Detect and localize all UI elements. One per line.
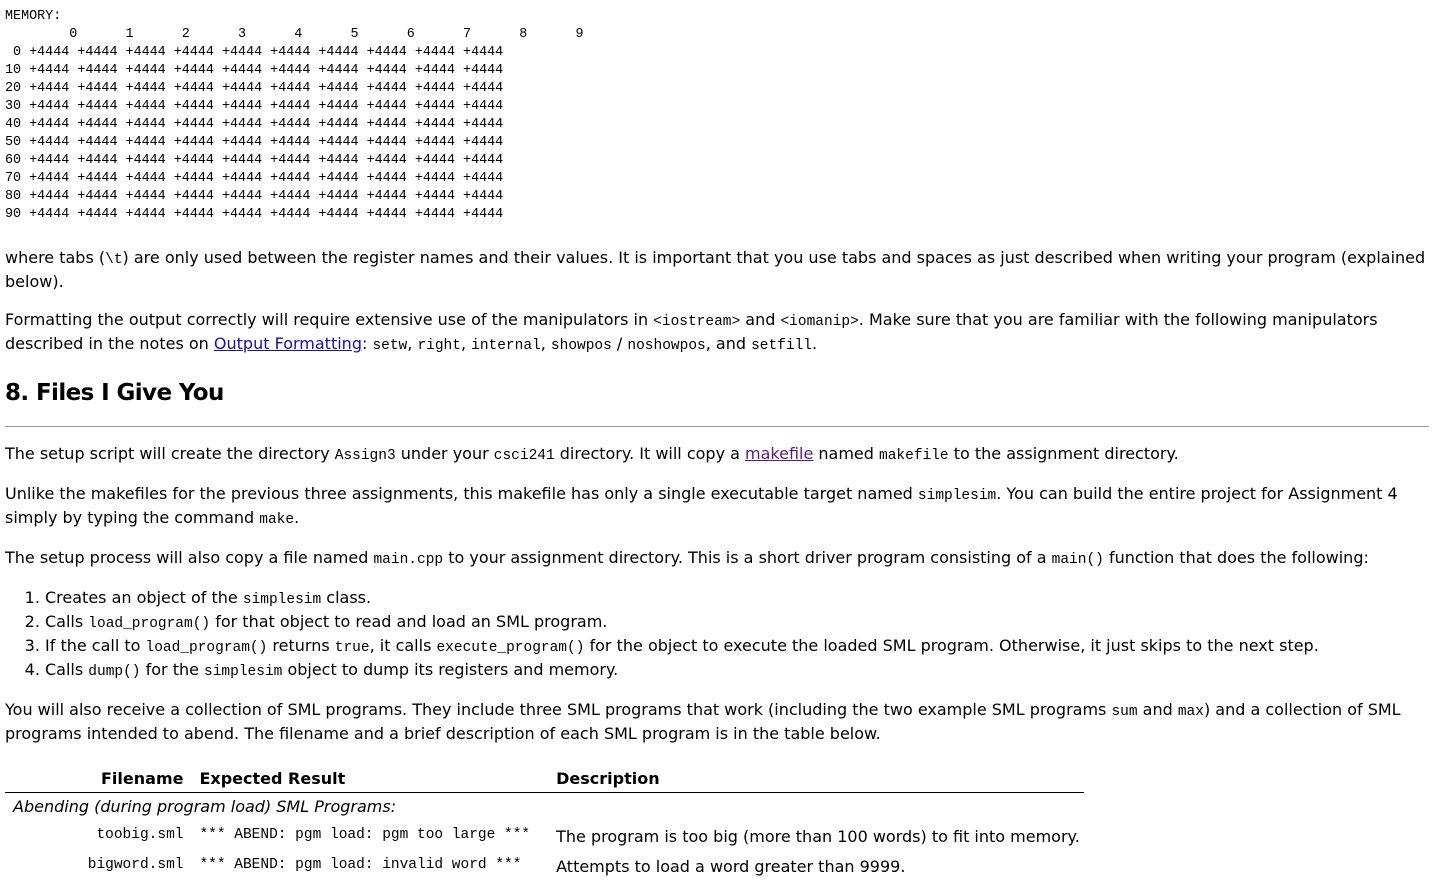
paragraph-main-cpp: The setup process will also copy a file named main.cpp to your assignment directory. This is a short driver program consisting of a main() function that does the following: xyxy=(5,548,1369,568)
list-item: 4. Calls dump() for the simplesim object to dump its registers and memory. xyxy=(45,659,1429,683)
row-description: The program is too big (more than 100 words) to fit into memory. xyxy=(556,827,1080,846)
table-row xyxy=(5,823,1084,853)
header-expected-result: Expected Result xyxy=(195,765,552,793)
output-formatting-link[interactable]: Output Formatting xyxy=(213,334,362,353)
make-code: make xyxy=(259,512,295,528)
row-description: Attempts to load a word greater than 9999. xyxy=(556,857,906,876)
list-item: 2. Calls load_program() for that object to read and load an SML program. xyxy=(45,611,1429,635)
sum-code: sum xyxy=(1111,704,1138,720)
row-filename: bigword.sml xyxy=(87,857,184,873)
row-filename: toobig.sml xyxy=(96,827,184,843)
header-filename: Filename xyxy=(5,765,195,793)
makefile-code: makefile xyxy=(879,448,949,464)
paragraph-makefile: Unlike the makefiles for the previous three assignments, this makefile has only a single executable target named simplesim. You can build the entire project for Assignment 4 simply by typing the command make. xyxy=(5,484,1398,528)
iomanip-code: <iomanip> xyxy=(780,314,859,330)
list-item: 1. Creates an object of the simplesim class. xyxy=(45,587,1429,611)
paragraph-formatting: Formatting the output correctly will require extensive use of the manipulators in <iostream> and <iomanip>. Make sure that you are familiar with the following manipulators described in the notes on Output Formatting: setw, right, internal, showpos / noshowpos, and setfill. xyxy=(5,310,1378,354)
abend-load-caption: Abending (during program load) SML Programs: xyxy=(13,797,397,816)
section-divider xyxy=(5,426,1429,427)
header-description: Description xyxy=(552,765,1084,793)
paragraph-tabs: where tabs (\t) are only used between the register names and their values. It is important that you use tabs and spaces as just described when writing your program (explained below). xyxy=(5,248,1426,291)
document-page xyxy=(5,8,1429,883)
table-caption-row xyxy=(5,793,1084,824)
list-item: 3. If the call to load_program() returns true, it calls execute_program() for the object to execute the loaded SML program. Otherwise, it just skips to the next step. xyxy=(45,635,1429,659)
simplesim-code: simplesim xyxy=(917,488,997,504)
row-expected: *** ABEND: pgm load: pgm too large *** xyxy=(199,827,531,843)
assign3-code: Assign3 xyxy=(334,448,396,464)
max-code: max xyxy=(1177,704,1204,720)
table-row xyxy=(5,853,1084,883)
row-expected: *** ABEND: pgm load: invalid word *** xyxy=(199,857,522,873)
table-header-row xyxy=(5,765,1084,793)
tab-escape-code: \t xyxy=(105,252,123,268)
iostream-code: <iostream> xyxy=(653,314,741,330)
manipulator-internal: internal xyxy=(471,338,541,354)
sml-programs-table xyxy=(5,765,1084,883)
makefile-link[interactable]: makefile xyxy=(745,444,814,463)
memory-dump-output: MEMORY: 0 1 2 3 4 5 6 7 8 9 0 +4444 +4444 +4444 +4444 +4444 +4444 +4444 +4444 +4444 +4444 10 +4444 +4444 +4444 +4444 +4444 +4444 +4444 +4444 +4444 +4444 20 +4444 +4444 +4444 +4444 +4444 +4444 +4444 +4444 +4444 +4444 30 +4444 +4444 +4444 +4444 +4444 +4444 +4444 +4444 +4444 +4444 40 +4444 +4444 +4444 +4444 +4444 +4444 +4444 +4444 +4444 +4444 50 +4444 +4444 +4444 +4444 +4444 +4444 +4444 +4444 +4444 +4444 60 +4444 +4444 +4444 +4444 +4444 +4444 +4444 +4444 +4444 +4444 70 +4444 +4444 +4444 +4444 +4444 +4444 +4444 +4444 +4444 +4444 80 +4444 +4444 +4444 +4444 +4444 +4444 +4444 +4444 +4444 +4444 90 +4444 +4444 +4444 +4444 +4444 +4444 +4444 +4444 +4444 +4444 xyxy=(5,9,584,222)
manipulator-showpos: showpos xyxy=(550,338,612,354)
section-heading: 8. Files I Give You xyxy=(5,380,224,406)
csci241-code: csci241 xyxy=(493,448,555,464)
driver-steps-list xyxy=(5,587,1429,683)
paragraph-sml-programs: You will also receive a collection of SML programs. They include three SML programs that work (including the two example SML programs sum and max) and a collection of SML programs intended to abend. The filename and a brief description of each SML program is in the table below. xyxy=(5,700,1401,743)
manipulator-setw: setw xyxy=(372,338,408,354)
main-cpp-code: main.cpp xyxy=(373,552,444,568)
main-function-code: main() xyxy=(1051,552,1104,568)
manipulator-setfill: setfill xyxy=(751,338,813,354)
manipulator-noshowpos: noshowpos xyxy=(627,338,706,354)
manipulator-right: right xyxy=(417,338,461,354)
paragraph-setup-script: The setup script will create the directory Assign3 under your csci241 directory. It will copy a makefile named makefile to the assignment directory. xyxy=(5,444,1179,464)
